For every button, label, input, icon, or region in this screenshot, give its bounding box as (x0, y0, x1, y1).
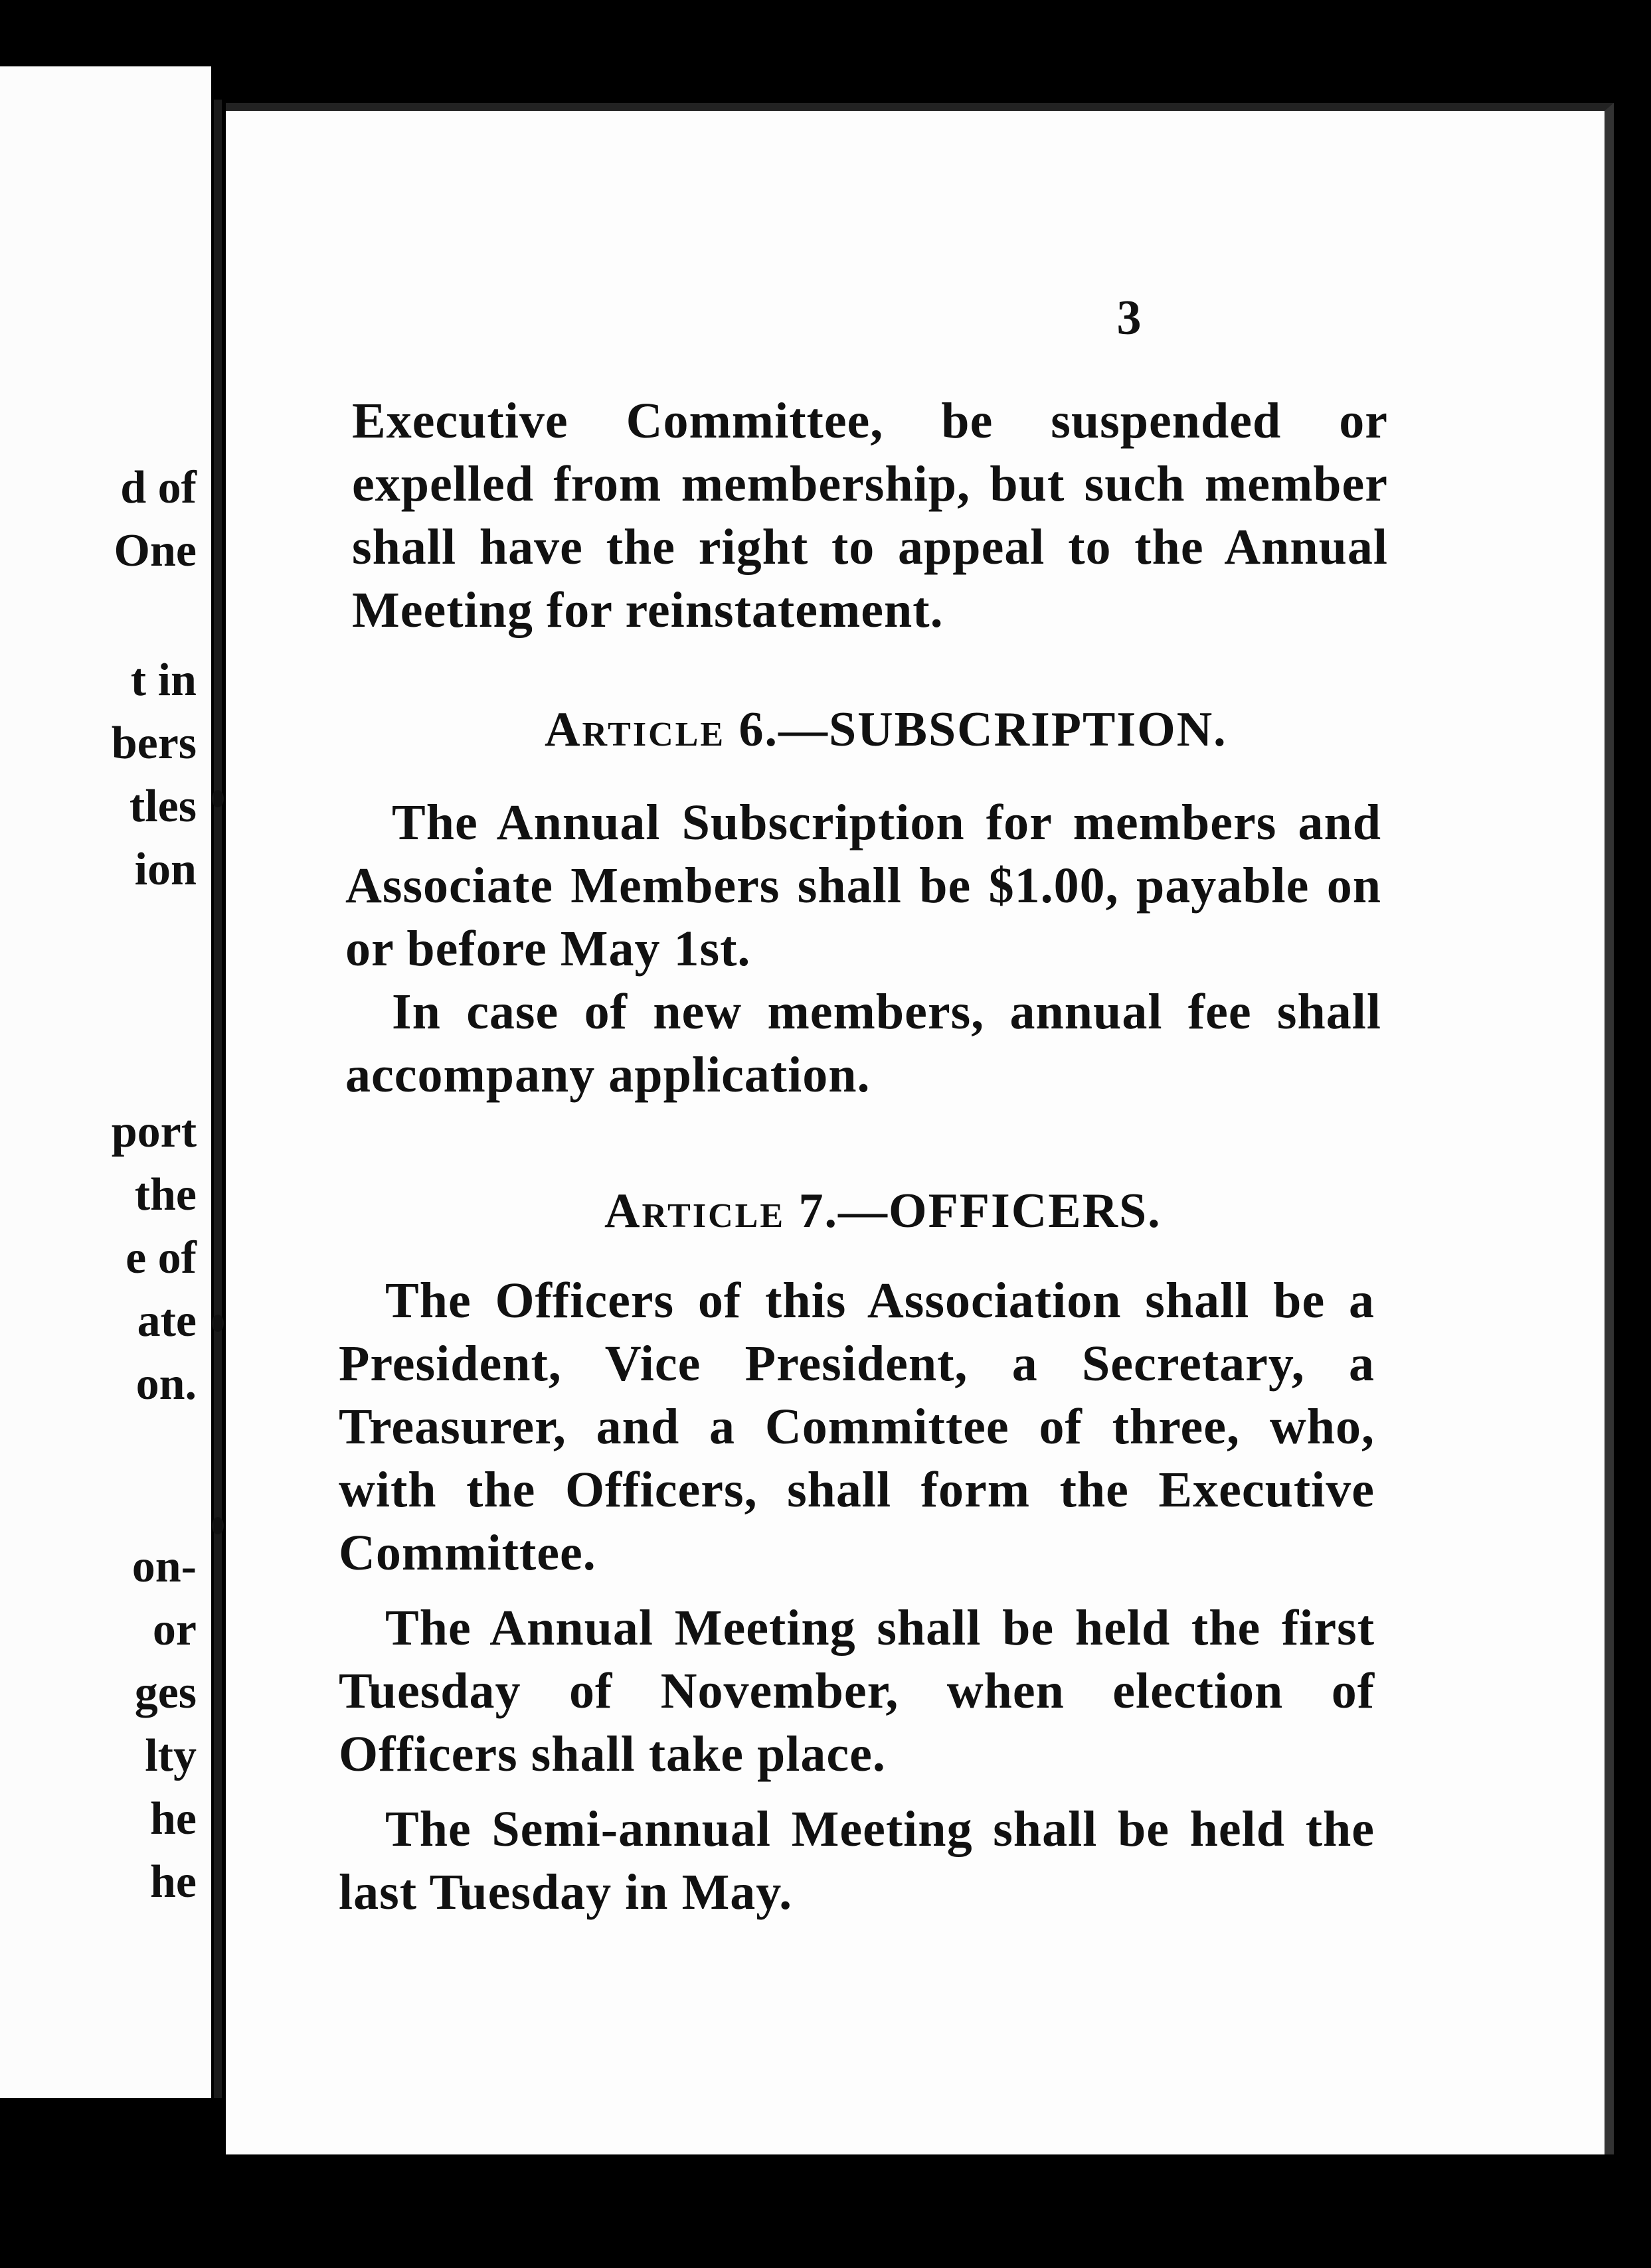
stitch-mark (212, 1517, 224, 1534)
opening-paragraph-block (352, 390, 1388, 642)
facing-page-line: he (150, 1856, 197, 1907)
article-6-label: Article (545, 702, 726, 757)
facing-page-line: ion (134, 844, 197, 895)
book-spine (214, 100, 222, 2098)
facing-page-line: or (152, 1604, 197, 1655)
article-7-label: Article (604, 1184, 786, 1238)
opening-paragraph: Executive Committee, be suspended or expelled from membership, but such member shall have the right to appeal to the Annual Meeting for reinstatement. (352, 393, 1388, 638)
document-page (226, 103, 1614, 2154)
facing-page-line: on. (135, 1358, 197, 1410)
article-6-heading (545, 702, 1227, 758)
article-6-title: 6.—SUBSCRIPTION. (725, 702, 1227, 757)
article-6-body (345, 791, 1381, 1107)
facing-page-line: tles (129, 781, 197, 832)
article-7-title: 7.—OFFICERS. (785, 1184, 1162, 1238)
facing-page-line: he (150, 1793, 197, 1844)
article-7-body (339, 1269, 1375, 1924)
page-number: 3 (1116, 291, 1142, 345)
article-7-paragraph: The Officers of this Association shall be a President, Vice President, a Secretary, a Treasurer, and a Committee of three, who, with the Officers, shall form the Executive Committee. (339, 1273, 1375, 1581)
article-6-paragraph: The Annual Subscription for members and Associate Members shall be $1.00, payable on or before May 1st. (345, 795, 1381, 977)
article-7-paragraph: The Semi-annual Meeting shall be held the last Tuesday in May. (339, 1801, 1375, 1920)
facing-page-line: lty (145, 1730, 197, 1781)
facing-page-line: ges (134, 1667, 197, 1718)
facing-page-line: One (114, 525, 197, 576)
facing-page-line: ate (137, 1295, 197, 1346)
facing-page-fragment (0, 66, 211, 2098)
article-7-heading (604, 1183, 1162, 1240)
facing-page-line: d of (120, 462, 197, 513)
facing-page-line: e of (126, 1232, 197, 1283)
stitch-mark (212, 1315, 224, 1332)
article-7-paragraph: The Annual Meeting shall be held the first Tuesday of November, when election of Officers shall take place. (339, 1600, 1375, 1782)
facing-page-line: bers (111, 718, 197, 769)
facing-page-line: on- (131, 1541, 197, 1592)
article-6-paragraph: In case of new members, annual fee shall accompany application. (345, 984, 1381, 1103)
facing-page-line: the (134, 1169, 197, 1220)
stitch-mark (212, 790, 224, 807)
facing-page-line: t in (130, 655, 197, 706)
facing-page-line: port (111, 1106, 197, 1157)
